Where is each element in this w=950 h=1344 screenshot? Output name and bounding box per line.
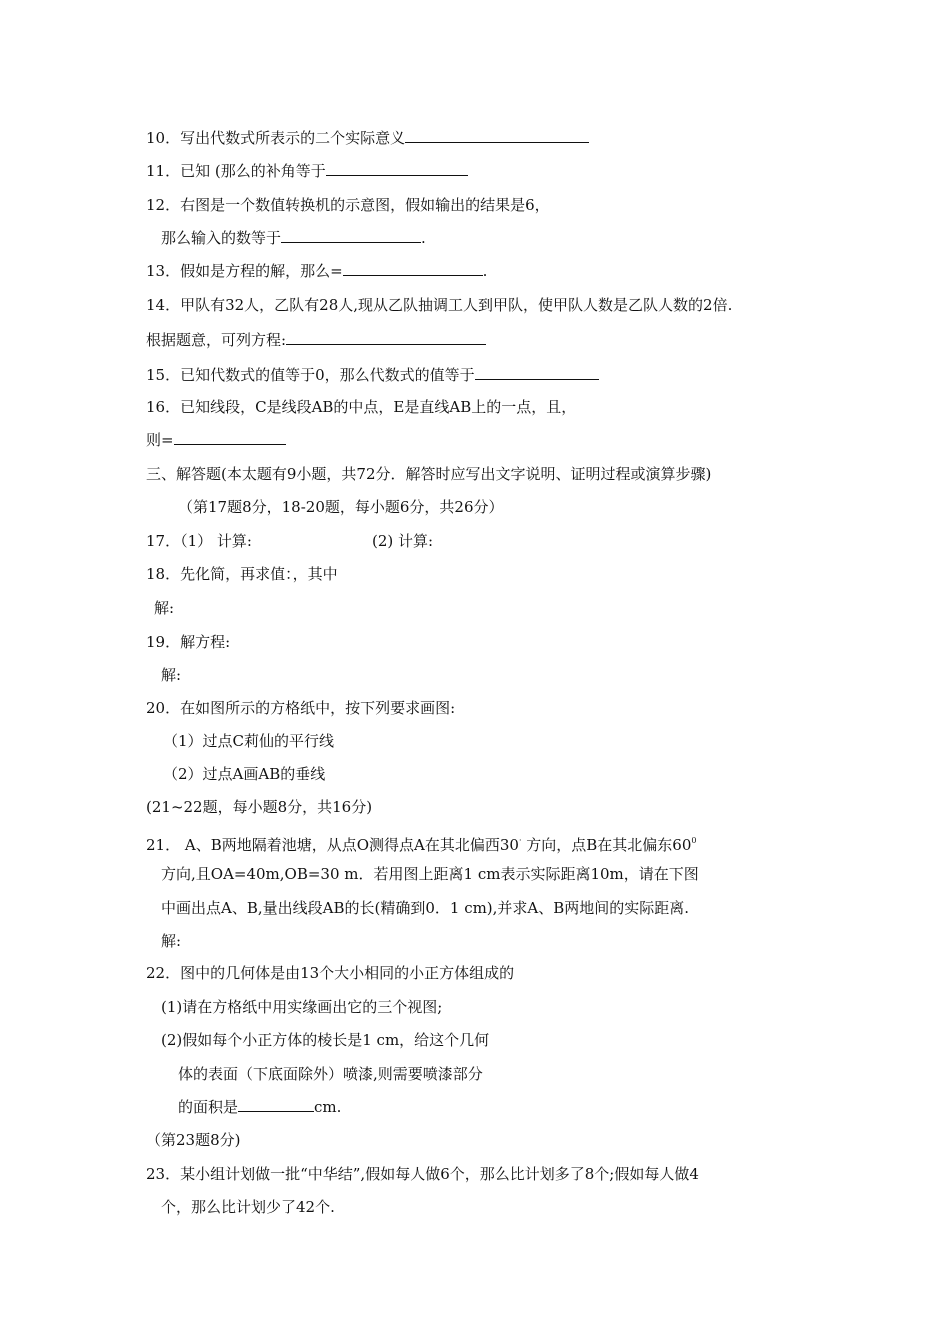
question-22-part-2-line-3: 的面积是 cm. [178,1098,342,1116]
question-16-line-2: 则= [146,430,286,450]
answer-blank[interactable] [475,365,599,380]
answer-blank[interactable] [238,1097,314,1112]
question-18: 18．先化简，再求值：，其中 [146,565,338,583]
question-23-line-2: 个，那么比计划少了42个. [161,1198,335,1216]
question-22-part-2-line-2: 体的表面（下底面除外）喷漆,则需要喷漆部分 [178,1065,483,1083]
question-15: 15．已知代数式的值等于0，那么代数式的值等于 [146,365,599,385]
answer-blank[interactable] [405,128,589,143]
question-11: 11．已知 (那么的补角等于 [146,161,468,181]
question-22-part-2-line-1: (2)假如每个小正方体的棱长是1 cm，给这个几何 [161,1031,490,1049]
question-21-line-1: 21． A、B两地隔着池塘，从点O测得点A在其北偏西30· 方向，点B在其北偏东$60^0$ [146,836,697,854]
section-21-22-heading: (21~22题，每小题8分，共16分) [146,798,373,816]
question-17-part-1: 17．（1） 计算: [146,532,252,550]
question-17-part-2: (2) 计算: [372,532,434,550]
question-19-solution-label: 解: [161,666,182,684]
answer-blank[interactable] [326,161,468,176]
answer-blank[interactable] [343,261,483,276]
question-21-line-3: 中画出点A、B,量出线段AB的长(精确到0．1 cm),并求A、B两地间的实际距离. [161,899,690,917]
question-23-line-1: 23．某小组计划做一批“中华结”,假如每人做6个，那么比计划多了8个;假如每人做4 [146,1165,699,1183]
question-22-line-1: 22．图中的几何体是由13个大小相同的小正方体组成的 [146,964,515,982]
question-18-solution-label: 解: [154,599,175,617]
section-3-heading: 三、解答题(本太题有9小题，共72分．解答时应写出文字说明、证明过程或演算步骤) [146,465,712,483]
question-19: 19．解方程: [146,633,231,651]
question-10: 10．写出代数式所表示的二个实际意义 [146,128,589,148]
question-21-solution-label: 解: [161,932,182,950]
question-12-line-2: 那么输入的数等于 . [161,229,426,247]
question-21-line-2: 方向,且OA=40m,OB=30 m．若用图上距离1 cm表示实际距离10m，请在下图 [161,865,699,883]
question-22-part-1: (1)请在方格纸中用实缘画出它的三个视图; [161,998,443,1016]
section-3-subheading: （第17题8分，18-20题，每小题6分，共26分） [178,498,504,516]
answer-blank[interactable] [174,430,286,445]
answer-blank[interactable] [281,228,421,243]
question-13: 13．假如是方程的解，那么= . [146,262,488,280]
question-20-part-1: （1）过点C莉仙的平行线 [163,732,335,750]
question-12-line-1: 12．右图是一个数值转换机的示意图，假如输出的结果是6， [146,196,550,214]
question-16-line-1: 16．已知线段，C是线段AB的中点，E是直线AB上的一点，且， [146,398,577,416]
section-23-heading: （第23题8分) [146,1131,241,1149]
question-14-line-2: 根据题意，可列方程: [146,330,486,350]
answer-blank[interactable] [286,330,486,345]
question-20: 20．在如图所示的方格纸中，按下列要求画图: [146,699,456,717]
question-20-part-2: （2）过点A画AB的垂线 [163,765,326,783]
question-14-line-1: 14．甲队有32人，乙队有28人,现从乙队抽调工人到甲队，使甲队人数是乙队人数的2倍. [146,296,733,314]
